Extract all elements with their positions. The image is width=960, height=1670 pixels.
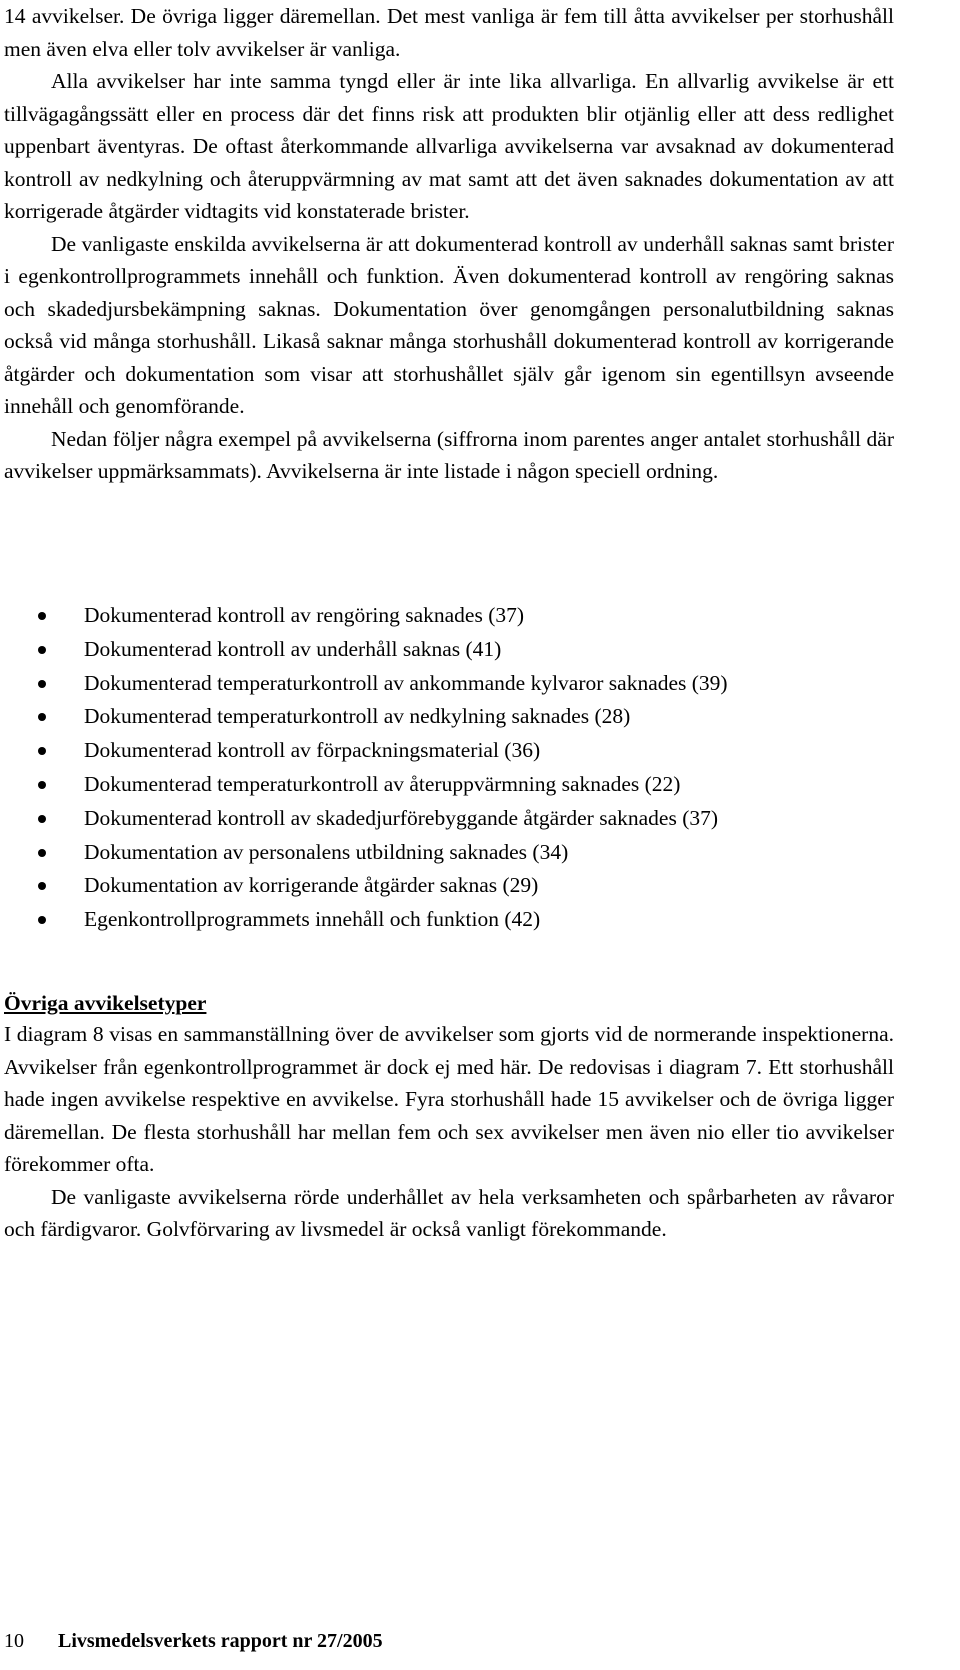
bullet-icon [38,713,46,721]
publication-title: Livsmedelsverkets rapport nr 27/2005 [58,1630,383,1652]
list-item-text: Dokumentation av korrigerande åtgärder saknas (29) [84,873,539,898]
list-item [36,802,728,836]
section-heading: Övriga avvikelsetyper [4,991,207,1015]
bullet-icon [38,849,46,857]
list-item-text: Dokumenterad kontroll av skadedjurförebyggande åtgärder saknades (37) [84,805,719,830]
list-item-text: Dokumentation av personalens utbildning saknades (34) [84,839,569,864]
bullet-icon [38,680,46,688]
bullet-icon [38,747,46,755]
body-text-top [4,0,894,488]
deviation-examples-list [36,599,728,937]
list-item-text: Dokumenterad kontroll av underhåll saknas (41) [84,636,502,661]
list-item [36,836,728,870]
list-item-text: Dokumenterad kontroll av förpackningsmaterial (36) [84,738,541,763]
paragraph-common-other-deviations: De vanligaste avvikelserna rörde underhållet av hela verksamheten och spårbarheten av råvaror och färdigvaror. Golvförvaring av livsmedel är också vanligt förekommande. [4,1184,894,1241]
list-item-text: Dokumenterad temperaturkontroll av nedkylning saknades (28) [84,704,631,729]
list-item [36,869,728,903]
list-item-text: Dokumenterad temperaturkontroll av återuppvärmning saknades (22) [84,771,681,796]
list-item [36,667,728,701]
bullet-icon [38,815,46,823]
bullet-icon [38,646,46,654]
paragraph-continuation: 14 avvikelser. De övriga ligger däremellan. Det mest vanliga är fem till åtta avvikelser per storhushåll men även elva eller tolv avvikelser är vanliga. [4,4,894,61]
paragraph-diagram-summary: I diagram 8 visas en sammanställning över de avvikelser som gjorts vid de normerande inspektionerna. Avvikelser från egenkontrollprogrammet är dock ej med här. De redovisas i diagram 7. Ett storhushåll hade ingen avvikelse respektive en avvikelse. Fyra storhushåll hade 15 avvikelser och de övriga ligger däremellan. De flesta storhushåll har mellan fem och sex avvikelser men även nio eller tio avvikelser förekommer ofta. [4,1022,894,1176]
bullet-icon [38,781,46,789]
list-item [36,599,728,633]
bullet-icon [38,916,46,924]
list-item [36,700,728,734]
list-item-text: Dokumenterad kontroll av rengöring saknades (37) [84,603,525,627]
body-text-bottom [4,1018,894,1246]
page-footer [4,1626,383,1656]
paragraph-examples-intro: Nedan följer några exempel på avvikelserna (siffrorna inom parentes anger antalet storhushåll där avvikelser uppmärksammats). Avvikelserna är inte listade i någon speciell ordning. [4,426,894,483]
list-item [36,768,728,802]
list-item-text: Egenkontrollprogrammets innehåll och funktion (42) [84,907,541,932]
page-number: 10 [4,1630,24,1652]
list-item [36,734,728,768]
list-item [36,903,728,937]
bullet-icon [38,882,46,890]
paragraph-common-deviations: De vanligaste enskilda avvikelserna är att dokumenterad kontroll av underhåll saknas samt brister i egenkontrollprogrammets innehåll och funktion. Även dokumenterad kontroll av rengöring saknas och skadedjursbekämpning saknas. Dokumentation över genomgången personalutbildning saknas också vid många storhushåll. Likaså saknar många storhushåll dokumenterad kontroll av korrigerande åtgärder och dokumentation som visar att storhushållet själv går igenom sin egentillsyn avseende innehåll och genomförande. [4,231,894,418]
bullet-icon [38,612,46,620]
list-item-text: Dokumenterad temperaturkontroll av ankommande kylvaror saknades (39) [84,670,728,695]
paragraph-serious-deviations: Alla avvikelser har inte samma tyngd eller är inte lika allvarliga. En allvarlig avvikelse är ett tillvägagångssätt eller en process där det finns risk att produkten blir otjänlig eller att dess redlighet uppenbart äventyras. De oftast återkommande allvarliga avvikelserna var avsaknad av dokumenterad kontroll av nedkylning och återuppvärmning av mat samt att det även saknades dokumentation av att korrigerade åtgärder vidtagits vid konstaterade brister. [4,69,894,223]
list-item [36,633,728,667]
